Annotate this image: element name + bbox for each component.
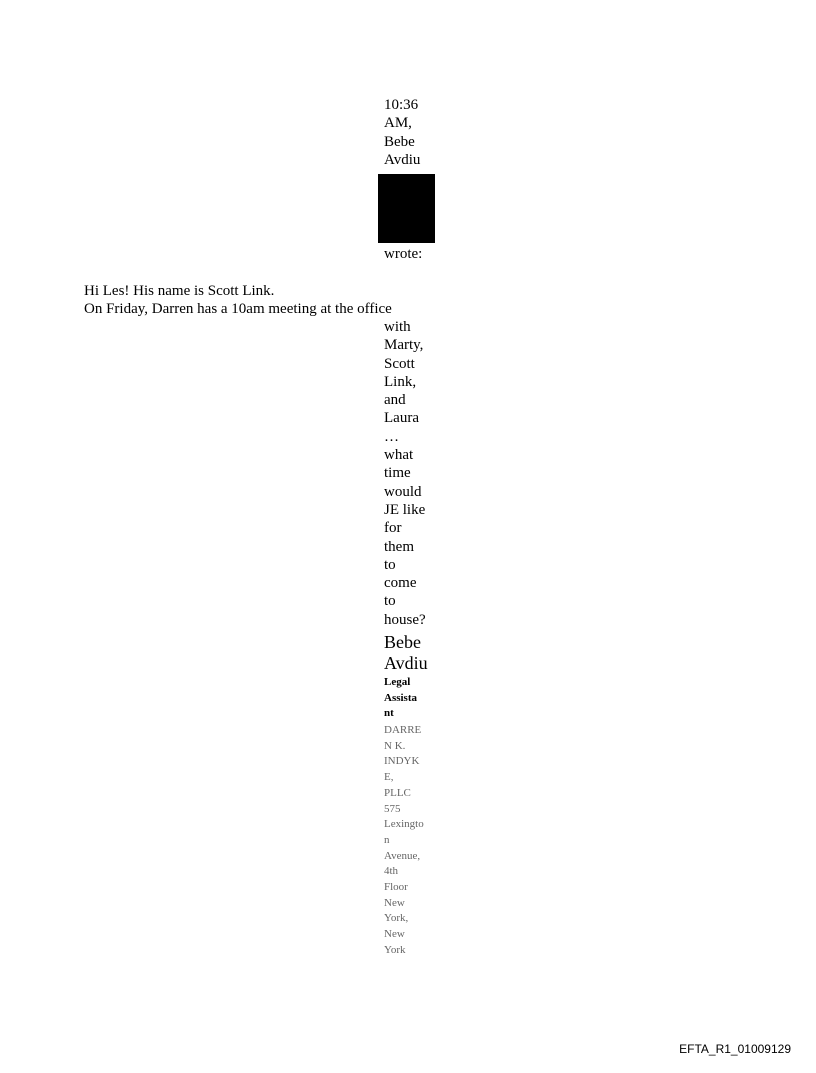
address-line: 575 <box>384 802 401 815</box>
signature-address <box>384 723 424 959</box>
header-line: Bebe <box>384 133 415 150</box>
signature-name-line: Avdiu <box>384 652 428 673</box>
address-line: INDYK <box>384 755 420 768</box>
address-line: Lexingto <box>384 818 424 831</box>
header-line: AM, <box>384 115 412 132</box>
address-line: York, <box>384 912 409 925</box>
message-line: with <box>384 319 411 335</box>
message-line: Laura <box>384 410 419 427</box>
message-line: to <box>384 556 396 573</box>
signature-title-line: nt <box>384 707 394 720</box>
wrote-label: wrote: <box>384 246 423 262</box>
address-line: York <box>384 943 406 956</box>
message-line: them <box>384 538 414 555</box>
message-line: for <box>384 520 402 537</box>
redaction-box <box>378 174 435 243</box>
address-line: PLLC <box>384 786 411 799</box>
header-line: 10:36 <box>384 97 419 113</box>
message-line: Scott <box>384 355 415 372</box>
message-line: house? <box>384 611 426 628</box>
message-line: would <box>384 483 422 500</box>
address-line: New <box>384 928 405 941</box>
header-line: Avdiu <box>384 151 421 168</box>
message-line: to <box>384 593 396 610</box>
document-id: EFTA_R1_01009129 <box>679 1042 791 1056</box>
address-line: Floor <box>384 881 408 894</box>
message-line: Link, <box>384 373 417 390</box>
address-line: Avenue, <box>384 849 421 862</box>
signature-name <box>384 632 428 673</box>
message-line: what <box>384 447 414 464</box>
message-body <box>384 318 440 629</box>
address-line: New <box>384 896 405 909</box>
email-header-meta <box>384 96 440 169</box>
message-line: JE like <box>384 501 426 518</box>
address-line: n <box>384 833 390 846</box>
address-line: N K. <box>384 739 406 752</box>
signature-name-line: Bebe <box>384 632 421 652</box>
message-line: and <box>384 392 406 409</box>
address-line: DARRE <box>384 724 422 736</box>
message-line: Marty, <box>384 337 424 354</box>
greeting-line: Hi Les! His name is Scott Link. <box>84 283 275 299</box>
friday-line: On Friday, Darren has a 10am meeting at the office <box>84 301 392 317</box>
message-line: … <box>384 428 399 445</box>
message-line: time <box>384 465 411 482</box>
signature-title-line: Legal <box>384 676 411 688</box>
signature-title <box>384 675 417 722</box>
address-line: E, <box>384 771 394 784</box>
message-line: come <box>384 575 417 592</box>
signature-title-line: Assista <box>384 691 418 704</box>
address-line: 4th <box>384 865 399 878</box>
